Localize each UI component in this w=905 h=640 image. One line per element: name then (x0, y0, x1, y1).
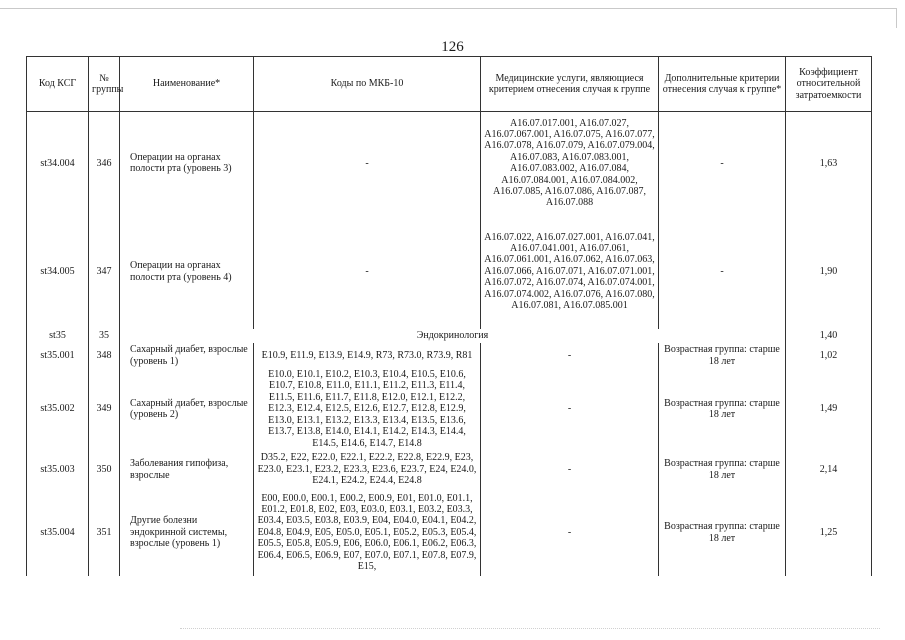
cell-name: Сахарный диабет, взрослые (уровень 1) (120, 343, 254, 369)
section-code: st35 (27, 329, 89, 343)
cell-code: st35.004 (27, 490, 89, 576)
cell-coefficient: 1,63 (786, 112, 872, 215)
cell-mkb-codes: - (254, 215, 481, 329)
section-row (27, 329, 872, 343)
cell-name: Операции на органах полости рта (уровень 3) (120, 112, 254, 215)
cell-group-number: 351 (89, 490, 120, 576)
cell-code: st35.002 (27, 369, 89, 450)
header-extra-criteria: Дополнительные критерии отнесения случая к группе* (659, 57, 786, 112)
table-row (27, 369, 872, 450)
scan-noise-line (180, 628, 880, 630)
section-coefficient: 1,40 (786, 329, 872, 343)
cell-mkb-codes: E10.0, E10.1, E10.2, E10.3, E10.4, E10.5, E10.6, E10.7, E10.8, E11.0, E11.1, E11.2, E11.3, E11.4, E11.5, E11.6, E11.7, E11.8, E12.0, E12.1, E12.2, E12.3, E12.4, E12.5, E12.6, E12.7, E12.8, E12.9, E13.0, E13.1, E13.2, E13.3, E13.4, E13.5, E13.6, E13.7, E13.8, E14.0, E14.1, E14.2, E14.3, E14.4, E14.5, E14.6, E14.7, E14.8 (254, 369, 481, 450)
header-code: Код КСГ (27, 57, 89, 112)
cell-mkb-codes: D35.2, E22, E22.0, E22.1, E22.2, E22.8, E22.9, E23, E23.0, E23.1, E23.2, E23.3, E23.6, E23.7, E24, E24.0, E24.1, E24.2, E24.4, E24.8 (254, 450, 481, 490)
cell-extra-criteria: - (659, 112, 786, 215)
cell-coefficient: 1,25 (786, 490, 872, 576)
cell-services: A16.07.022, A16.07.027.001, A16.07.041, A16.07.041.001, A16.07.061, A16.07.061.001, A16.07.062, A16.07.063, A16.07.066, A16.07.071, A16.07.071.001, A16.07.072, A16.07.074, A16.07.074.001, A16.07.074.002, A16.07.076, A16.07.080, A16.07.081, A16.07.085.001 (481, 215, 659, 329)
cell-group-number: 349 (89, 369, 120, 450)
header-group-number: № группы (89, 57, 120, 112)
page-edge-right (896, 8, 897, 28)
section-number: 35 (89, 329, 120, 343)
cell-coefficient: 1,49 (786, 369, 872, 450)
cell-services: - (481, 490, 659, 576)
section-title: Эндокринология (120, 329, 786, 343)
cell-services: - (481, 343, 659, 369)
page-number: 126 (441, 39, 464, 55)
table-header-row (27, 57, 872, 112)
page-edge-top (0, 8, 896, 9)
cell-code: st35.003 (27, 450, 89, 490)
header-mkb-codes: Коды по МКБ-10 (254, 57, 481, 112)
cell-extra-criteria: Возрастная группа: старше 18 лет (659, 343, 786, 369)
cell-services: - (481, 369, 659, 450)
cell-name: Сахарный диабет, взрослые (уровень 2) (120, 369, 254, 450)
cell-mkb-codes: E10.9, E11.9, E13.9, E14.9, R73, R73.0, R73.9, R81 (254, 343, 481, 369)
header-name: Наименование* (120, 57, 254, 112)
cell-code: st34.005 (27, 215, 89, 329)
table-row (27, 450, 872, 490)
cell-group-number: 347 (89, 215, 120, 329)
cell-extra-criteria: Возрастная группа: старше 18 лет (659, 369, 786, 450)
cell-mkb-codes: - (254, 112, 481, 215)
header-coefficient: Коэффициент относительной затратоемкости (786, 57, 872, 112)
cell-name: Заболевания гипофиза, взрослые (120, 450, 254, 490)
cell-group-number: 350 (89, 450, 120, 490)
cell-services: - (481, 450, 659, 490)
cell-coefficient: 1,02 (786, 343, 872, 369)
cell-code: st34.004 (27, 112, 89, 215)
ksg-table (26, 56, 872, 576)
cell-name: Другие болезни эндокринной системы, взрослые (уровень 1) (120, 490, 254, 576)
cell-extra-criteria: Возрастная группа: старше 18 лет (659, 490, 786, 576)
cell-group-number: 348 (89, 343, 120, 369)
cell-code: st35.001 (27, 343, 89, 369)
cell-group-number: 346 (89, 112, 120, 215)
table-row (27, 215, 872, 329)
cell-extra-criteria: Возрастная группа: старше 18 лет (659, 450, 786, 490)
cell-coefficient: 1,90 (786, 215, 872, 329)
cell-extra-criteria: - (659, 215, 786, 329)
table-row (27, 343, 872, 369)
cell-coefficient: 2,14 (786, 450, 872, 490)
cell-services: A16.07.017.001, A16.07.027, A16.07.067.001, A16.07.075, A16.07.077, A16.07.078, A16.07.079, A16.07.079.004, A16.07.083, A16.07.083.001, A16.07.083.002, A16.07.084, A16.07.084.001, A16.07.084.002, A16.07.085, A16.07.086, A16.07.087, A16.07.088 (481, 112, 659, 215)
header-services: Медицинские услуги, являющиеся критерием отнесения случая к группе (481, 57, 659, 112)
table-row (27, 490, 872, 576)
cell-mkb-codes: E00, E00.0, E00.1, E00.2, E00.9, E01, E01.0, E01.1, E01.2, E01.8, E02, E03, E03.0, E03.1, E03.2, E03.3, E03.4, E03.5, E03.8, E03.9, E04, E04.0, E04.1, E04.2, E04.8, E04.9, E05, E05.0, E05.1, E05.2, E05.3, E05.4, E05.5, E05.8, E05.9, E06, E06.0, E06.1, E06.2, E06.3, E06.4, E06.5, E06.9, E07, E07.0, E07.1, E07.8, E07.9, E15, (254, 490, 481, 576)
cell-name: Операции на органах полости рта (уровень 4) (120, 215, 254, 329)
table-row (27, 112, 872, 215)
